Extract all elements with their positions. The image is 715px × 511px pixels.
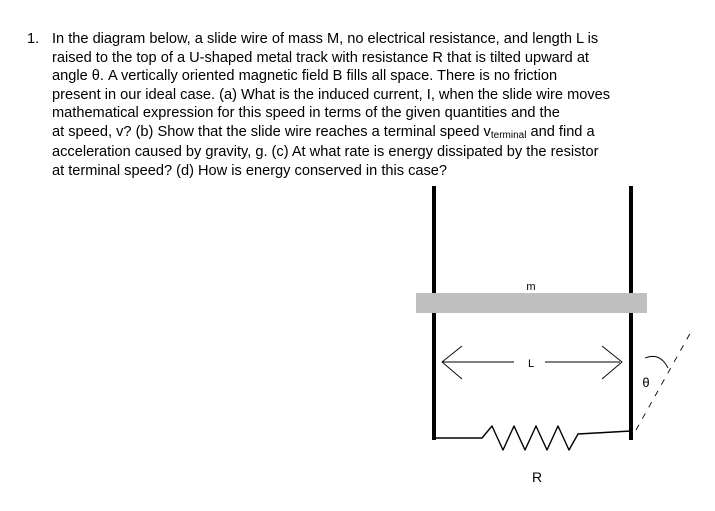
question-line-3: angle θ. A vertically oriented magnetic field B fills all space. There is no friction <box>52 68 558 84</box>
question-line-1: In the diagram below, a slide wire of mass M, no electrical resistance, and length L is <box>52 31 599 47</box>
length-arrow-left-head <box>442 346 462 379</box>
mass-label: m <box>526 281 536 293</box>
terminal-subscript: terminal <box>490 129 527 141</box>
angle-label: θ <box>642 375 650 390</box>
question-line-6-after: and find a <box>526 123 595 140</box>
length-arrow-right-head <box>602 346 622 379</box>
length-label: L <box>527 358 535 370</box>
question-line-2: raised to the top of a U-shaped metal track with resistance R that is tilted upward at <box>52 49 589 66</box>
question-number: 1. <box>27 31 40 47</box>
slide-wire <box>416 293 647 313</box>
resistor <box>434 426 631 450</box>
question-line-5: mathematical expression for this speed in terms of the given quantities and the <box>52 105 560 121</box>
question-line-6-before: at speed, v? (b) Show that the slide wire reaches a terminal speed v <box>52 123 491 140</box>
question-line-4: present in our ideal case. (a) What is the induced current, I, when the slide wire moves <box>52 86 611 103</box>
question-line-8: at terminal speed? (d) How is energy conserved in this case? <box>52 162 448 179</box>
resistor-label: R <box>531 469 543 485</box>
question-line-7: acceleration caused by gravity, g. (c) At what rate is energy dissipated by the resistor <box>52 144 599 160</box>
angle-arc <box>645 356 668 368</box>
